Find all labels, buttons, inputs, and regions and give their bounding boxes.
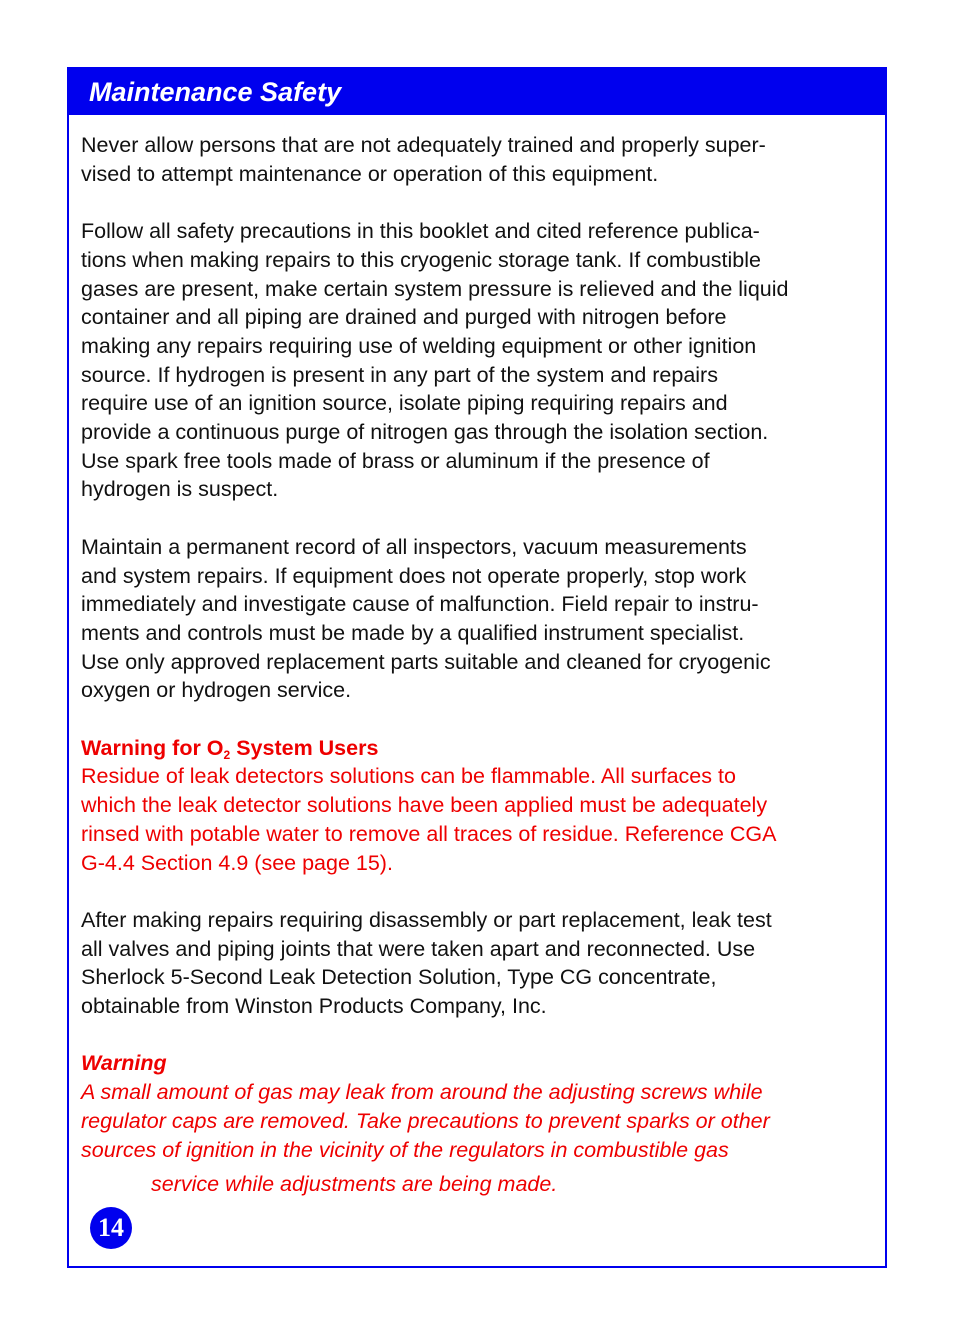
- paragraph-record-keeping: Maintain a permanent record of all inspectors, vacuum measurements and system repairs. If equipment does not operate properly, stop work immediately and investigate cause of malfunction. Field repair to instru- ments and controls must be made by a qualified instrument specialist. Use only approved replacement parts suitable and cleaned for cryogenic oxygen or hydrogen service.: [81, 534, 771, 703]
- gas-warning-last-line: service while adjustments are being made.: [151, 1172, 558, 1197]
- paragraph-after-repairs: After making repairs requiring disassembly or part replacement, leak test all valves and piping joints that were taken apart and reconnected. Use Sherlock 5-Second Leak Detection Solution, Type CG concentrate, obtainable from Winston Products Company, Inc.: [81, 907, 772, 1019]
- o2-warning-body: Residue of leak detectors solutions can be flammable. All surfaces to which the leak detector solutions have been applied must be adequately rinsed with potable water to remove all traces of residue. Reference CGA G-4.4 Section 4.9 (see page 15).: [81, 764, 777, 875]
- title-bar: [69, 69, 885, 115]
- paragraph-safety-precautions: Follow all safety precautions in this booklet and cited reference publica- tions when making repairs to this cryogenic storage tank. If combustible gases are present, make certain system pressure is relieved and the liquid container and all piping are drained and purged with nitrogen before making any repairs requiring use of welding equipment or other ignition source. If hydrogen is present in any part of the system and repairs require use of an ignition source, isolate piping requiring repairs and provide a continuous purge of nitrogen gas through the isolation section. Use spark free tools made of brass or aluminum if the presence of hydrogen is suspect.: [81, 219, 789, 502]
- gas-warning-body: A small amount of gas may leak from around the adjusting screws while regulator caps are removed. Take precautions to prevent sparks or other sources of ignition in the vicinity of the regulators in combustible gas: [81, 1080, 770, 1162]
- page-title: Maintenance Safety: [89, 77, 342, 107]
- paragraph-supervision: Never allow persons that are not adequately trained and properly super- vised to attempt maintenance or operation of this equipment.: [81, 133, 766, 186]
- page-frame: [67, 67, 887, 1268]
- o2-warning-heading-suffix: System Users: [230, 735, 379, 760]
- content-body: [81, 131, 877, 1199]
- o2-warning-heading-subscript: 2: [223, 747, 231, 762]
- o2-warning-heading-prefix: Warning for O: [81, 735, 224, 760]
- gas-warning-heading: Warning: [81, 1051, 167, 1076]
- o2-warning-heading: [81, 734, 877, 763]
- page-number-badge: 14: [90, 1207, 132, 1249]
